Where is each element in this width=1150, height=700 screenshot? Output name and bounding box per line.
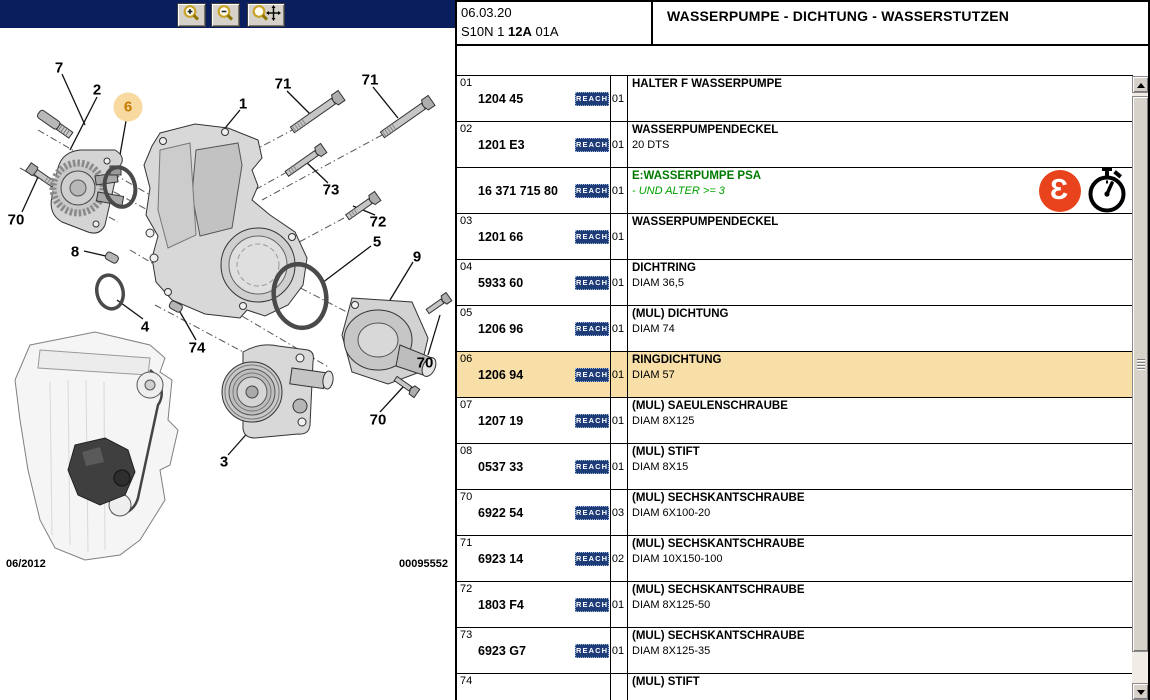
description-line1: WASSERPUMPENDECKEL	[632, 216, 779, 228]
header-code: S10N 1 12A 01A	[461, 23, 559, 39]
table-row[interactable]	[457, 76, 1132, 122]
reach-badge[interactable]: REACH	[575, 414, 609, 428]
panel-divider	[455, 0, 457, 700]
description-line1: (MUL) SECHSKANTSCHRAUBE	[632, 492, 805, 504]
magnifier-minus-icon	[215, 4, 236, 27]
row-ref-number: 03	[460, 215, 473, 227]
quantity: 01	[611, 645, 625, 657]
table-row[interactable]	[457, 582, 1132, 628]
column-divider	[627, 444, 628, 489]
description-line1: DICHTRING	[632, 262, 696, 274]
quantity: 01	[611, 231, 625, 243]
description-line1: (MUL) SECHSKANTSCHRAUBE	[632, 538, 805, 550]
description-line1: RINGDICHTUNG	[632, 354, 722, 366]
quantity: 01	[611, 461, 625, 473]
reach-badge[interactable]: REACH	[575, 322, 609, 336]
column-divider	[627, 352, 628, 397]
description-line1: (MUL) SECHSKANTSCHRAUBE	[632, 630, 805, 642]
column-divider	[610, 674, 611, 700]
row-ref-number: 06	[460, 353, 473, 365]
description-line1: WASSERPUMPENDECKEL	[632, 124, 779, 136]
part-number: 6923 14	[478, 552, 524, 566]
part-number: 1201 66	[478, 230, 524, 244]
description-line2: DIAM 6X100-20	[632, 507, 711, 519]
magnifier-plus-icon	[181, 4, 202, 27]
quantity: 01	[611, 185, 625, 197]
reach-badge[interactable]: REACH	[575, 92, 609, 106]
quantity: 01	[611, 369, 625, 381]
callout-74[interactable]: 74	[188, 339, 206, 357]
description-line2: DIAM 36,5	[632, 277, 684, 289]
row-ref-number: 04	[460, 261, 473, 273]
header-date: 06.03.20	[461, 5, 512, 20]
quantity: 01	[611, 599, 625, 611]
reach-badge[interactable]: REACH	[575, 506, 609, 520]
description-line1: (MUL) STIFT	[632, 446, 700, 458]
table-row[interactable]	[457, 490, 1132, 536]
callout-3[interactable]: 3	[219, 453, 229, 471]
part-number: 1207 19	[478, 414, 524, 428]
description-line1: (MUL) STIFT	[632, 676, 700, 688]
reach-badge[interactable]: REACH	[575, 276, 609, 290]
column-divider	[627, 398, 628, 443]
parts-table	[457, 75, 1133, 700]
description-line2: DIAM 74	[632, 323, 675, 335]
eurorepar-logo: Ɛ	[1039, 170, 1081, 212]
scroll-up-button[interactable]	[1132, 76, 1149, 93]
callout-9[interactable]: 9	[412, 248, 422, 266]
column-divider	[627, 628, 628, 673]
row-ref-number: 08	[460, 445, 473, 457]
description-line1: (MUL) SECHSKANTSCHRAUBE	[632, 584, 805, 596]
diagram-number-label: 00095552	[399, 558, 448, 570]
row-ref-number: 74	[460, 675, 473, 687]
description-line2: DIAM 10X150-100	[632, 553, 723, 565]
quantity: 01	[611, 139, 625, 151]
page-title: WASSERPUMPE - DICHTUNG - WASSERSTUTZEN	[667, 8, 1010, 24]
column-divider	[627, 214, 628, 259]
quantity: 01	[611, 323, 625, 335]
vertical-scrollbar[interactable]	[1132, 76, 1149, 700]
quantity: 01	[611, 277, 625, 289]
callout-70[interactable]: 70	[7, 211, 25, 229]
scroll-down-button[interactable]	[1132, 683, 1149, 700]
table-row[interactable]	[457, 122, 1132, 168]
column-divider	[627, 306, 628, 351]
callout-1[interactable]: 1	[238, 95, 248, 113]
part-number: 5933 60	[478, 276, 524, 290]
table-row[interactable]	[457, 536, 1132, 582]
description-line1: (MUL) SAEULENSCHRAUBE	[632, 400, 788, 412]
zoom-in-button[interactable]	[177, 3, 206, 27]
reach-badge[interactable]: REACH	[575, 138, 609, 152]
part-number: 16 371 715 80	[478, 184, 558, 198]
row-ref-number: 07	[460, 399, 473, 411]
part-number: 1206 96	[478, 322, 524, 336]
part-number: 1201 E3	[478, 138, 525, 152]
column-divider	[627, 76, 628, 121]
part-number: 0537 33	[478, 460, 524, 474]
row-ref-number: 70	[460, 491, 473, 503]
arrow-up-icon	[1137, 83, 1145, 88]
table-row[interactable]	[457, 674, 1132, 700]
description-line2: DIAM 8X125-50	[632, 599, 711, 611]
description-line2: DIAM 57	[632, 369, 675, 381]
zoom-pan-button[interactable]	[247, 3, 285, 27]
row-ref-number: 05	[460, 307, 473, 319]
column-divider	[627, 122, 628, 167]
reach-badge[interactable]: REACH	[575, 552, 609, 566]
callout-71[interactable]: 71	[274, 75, 292, 93]
catalog-header	[455, 0, 1150, 46]
table-row[interactable]	[457, 214, 1132, 260]
reach-badge[interactable]: REACH	[575, 184, 609, 198]
table-row[interactable]	[457, 398, 1132, 444]
table-row[interactable]	[457, 168, 1132, 214]
callout-70[interactable]: 70	[416, 354, 434, 372]
reach-badge[interactable]: REACH	[575, 368, 609, 382]
reach-badge[interactable]: REACH	[575, 644, 609, 658]
row-ref-number: 72	[460, 583, 473, 595]
stopwatch-icon	[1085, 166, 1129, 214]
table-row[interactable]	[457, 306, 1132, 352]
part-number: 1803 F4	[478, 598, 524, 612]
description-line2: DIAM 8X125-35	[632, 645, 711, 657]
reach-badge[interactable]: REACH	[575, 598, 609, 612]
row-ref-number: 01	[460, 77, 473, 89]
part-number: 6922 54	[478, 506, 524, 520]
quantity: 03	[611, 507, 625, 519]
row-ref-number: 71	[460, 537, 473, 549]
column-divider	[627, 168, 628, 213]
table-row[interactable]	[457, 444, 1132, 490]
callout-70[interactable]: 70	[369, 411, 387, 429]
reach-badge[interactable]: REACH	[575, 460, 609, 474]
callout-2[interactable]: 2	[92, 81, 102, 99]
thumb-grip-icon	[1137, 359, 1145, 360]
description-line2: DIAM 8X125	[632, 415, 695, 427]
callout-5[interactable]: 5	[372, 233, 382, 251]
magnifier-pan-icon	[251, 4, 281, 27]
description-line2: 20 DTS	[632, 139, 670, 151]
exploded-view-drawing	[0, 0, 455, 700]
callout-6[interactable]: 6	[114, 93, 143, 122]
diagram-toolbar	[0, 0, 455, 28]
diagram-date-label: 06/2012	[6, 558, 46, 570]
column-divider	[627, 536, 628, 581]
diagram-canvas[interactable]	[0, 0, 455, 700]
row-ref-number: 73	[460, 629, 473, 641]
column-divider	[627, 582, 628, 627]
part-number: 1204 45	[478, 92, 524, 106]
callout-7[interactable]: 7	[54, 59, 64, 77]
arrow-down-icon	[1137, 690, 1145, 695]
part-number: 6923 G7	[478, 644, 526, 658]
description-line1: E:WASSERPUMPE PSA	[632, 170, 762, 182]
column-divider	[627, 674, 628, 700]
table-row[interactable]	[457, 260, 1132, 306]
callout-71[interactable]: 71	[361, 71, 379, 89]
callout-73[interactable]: 73	[322, 181, 340, 199]
part-number: 1206 94	[478, 368, 524, 382]
description-line1: HALTER F WASSERPUMPE	[632, 78, 782, 90]
header-reference-cell	[457, 2, 653, 44]
table-row[interactable]	[457, 352, 1132, 398]
zoom-out-button[interactable]	[211, 3, 240, 27]
quantity: 02	[611, 553, 625, 565]
callout-72[interactable]: 72	[369, 213, 387, 231]
scrollbar-thumb[interactable]	[1132, 96, 1149, 652]
description-line1: (MUL) DICHTUNG	[632, 308, 729, 320]
column-divider	[627, 490, 628, 535]
quantity: 01	[611, 93, 625, 105]
row-ref-number: 02	[460, 123, 473, 135]
table-row[interactable]	[457, 628, 1132, 674]
callout-4[interactable]: 4	[140, 318, 150, 336]
description-line2: - UND ALTER >= 3	[632, 185, 725, 197]
callout-8[interactable]: 8	[70, 243, 80, 261]
reach-badge[interactable]: REACH	[575, 230, 609, 244]
description-line2: DIAM 8X15	[632, 461, 689, 473]
quantity: 01	[611, 415, 625, 427]
column-divider	[627, 260, 628, 305]
